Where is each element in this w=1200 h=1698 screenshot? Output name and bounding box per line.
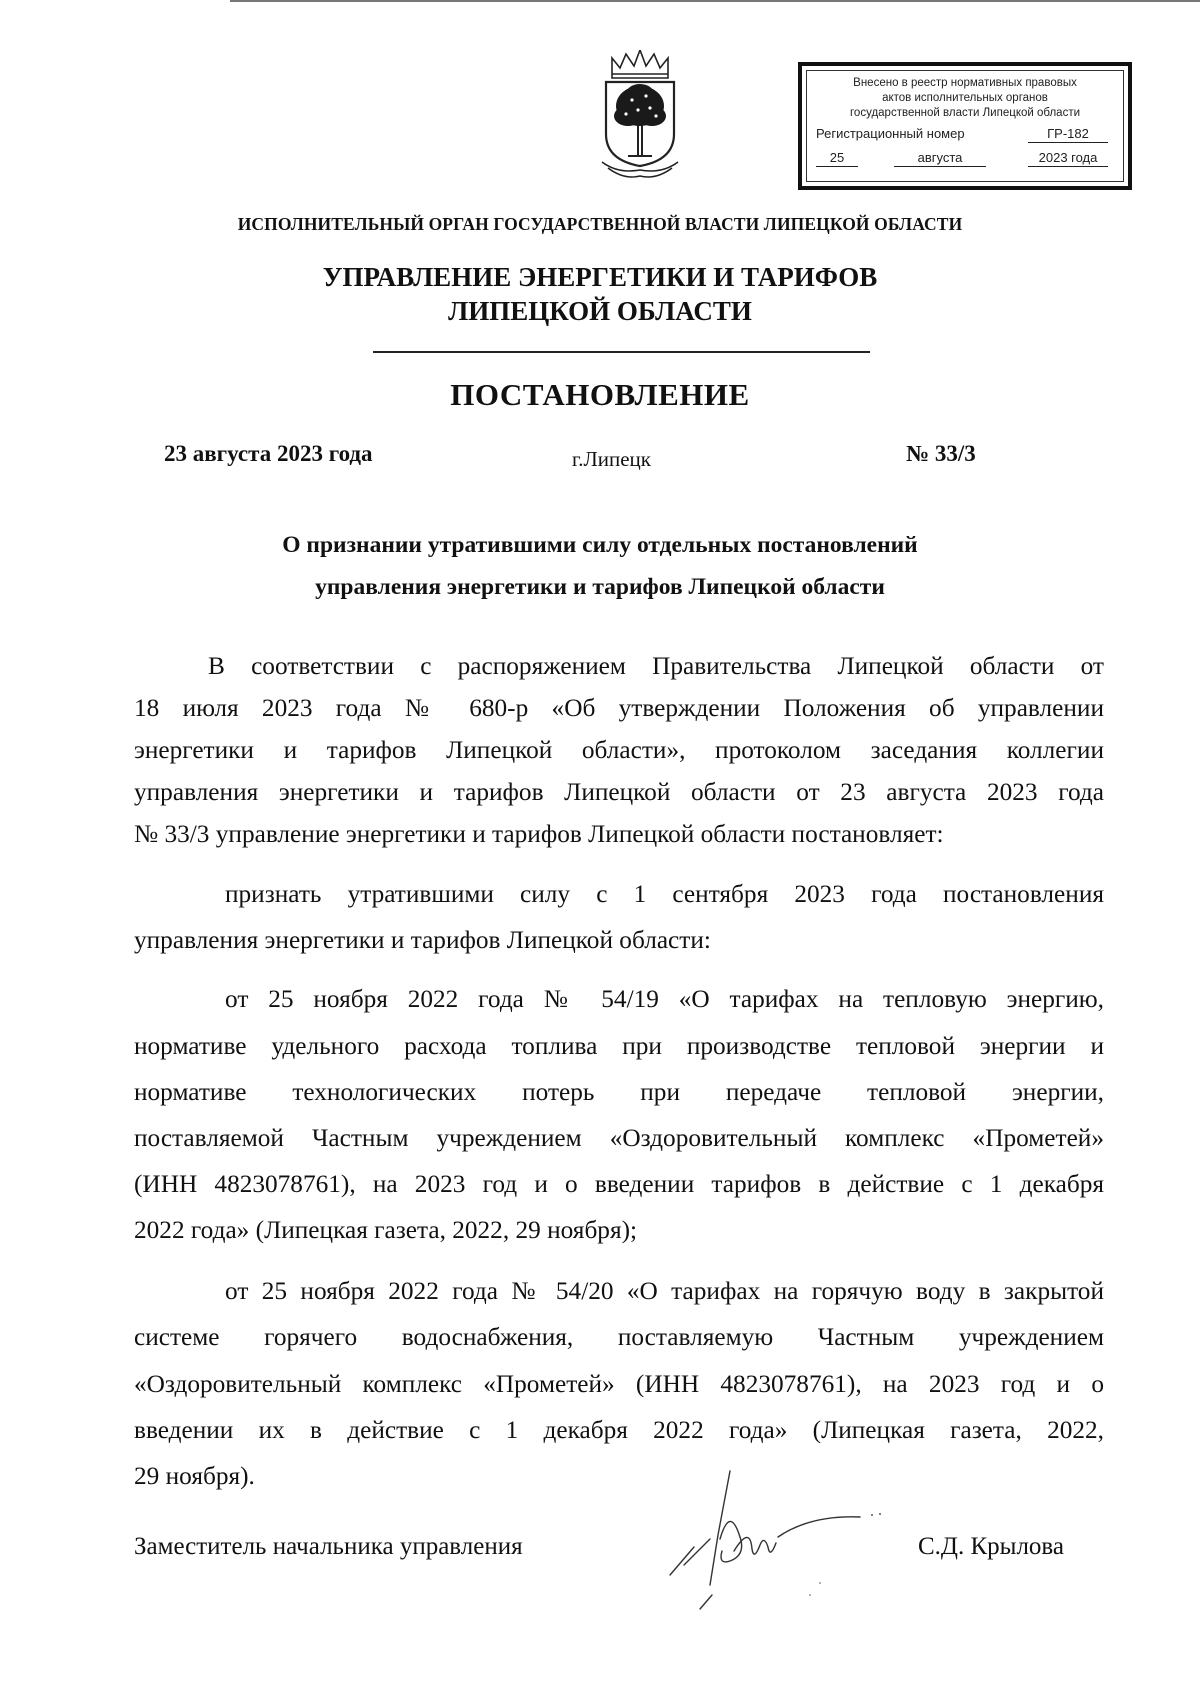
registry-stamp-line: государственной власти Липецкой области <box>849 107 1081 119</box>
registry-day: 25 <box>816 150 858 167</box>
registry-stamp-line: Внесено в реестр нормативных правовых <box>853 77 1077 89</box>
header-divider <box>373 351 870 353</box>
signatory-position: Заместитель начальника управления <box>134 1533 523 1560</box>
body-line: «Оздоровительный комплекс «Прометей» (ИНН 4823078761), на 2023 год и о <box>134 1370 1104 1398</box>
org-name: ИСПОЛНИТЕЛЬНЫЙ ОРГАН ГОСУДАРСТВЕННОЙ ВЛАСТИ ЛИПЕЦКОЙ ОБЛАСТИ <box>237 214 963 234</box>
department-name-line1: УПРАВЛЕНИЕ ЭНЕРГЕТИКИ И ТАРИФОВ <box>322 262 878 292</box>
document-title-line1: О признании утратившими силу отдельных постановлений <box>282 532 918 558</box>
registry-number: ГР-182 <box>1028 126 1108 143</box>
body-line: признать утратившими силу с 1 сентября 2023 года постановления <box>225 880 1104 908</box>
handwritten-signature <box>660 1465 910 1615</box>
department-name-line2: ЛИПЕЦКОЙ ОБЛАСТИ <box>448 296 752 326</box>
body-line: от 25 ноября 2022 года № 54/20 «О тарифах на горячую воду в закрытой <box>225 1277 1104 1305</box>
registry-year: 2023 года <box>1028 150 1108 167</box>
body-line: нормативе удельного расхода топлива при производстве тепловой энергии и <box>134 1032 1104 1060</box>
top-border-line <box>230 0 1200 2</box>
body-line: В соответствии с распоряжением Правительства Липецкой области от <box>208 652 1104 680</box>
registry-number-label: Регистрационный номер <box>816 126 965 141</box>
body-line: нормативе технологических потерь при передаче тепловой энергии, <box>134 1078 1104 1106</box>
body-line: управления энергетики и тарифов Липецкой области от 23 августа 2023 года <box>134 778 1104 806</box>
body-line: 18 июля 2023 года № 680-р «Об утверждении Положения об управлении <box>134 694 1104 722</box>
document-number: № 33/3 <box>906 441 976 466</box>
document-title-line2: управления энергетики и тарифов Липецкой области <box>315 574 885 600</box>
body-line: 2022 года» (Липецкая газета, 2022, 29 ноября); <box>134 1216 638 1244</box>
body-line: 29 ноября). <box>134 1462 255 1490</box>
body-line: энергетики и тарифов Липецкой области», протоколом заседания коллегии <box>134 736 1104 764</box>
coat-of-arms-icon <box>598 50 682 182</box>
body-line: (ИНН 4823078761), на 2023 год и о введении тарифов в действие с 1 декабря <box>134 1170 1104 1198</box>
signatory-name: С.Д. Крылова <box>918 1533 1064 1560</box>
document-date: 23 августа 2023 года <box>164 441 373 466</box>
registry-stamp <box>798 62 1132 190</box>
document-type: ПОСТАНОВЛЕНИЕ <box>450 377 750 412</box>
body-line: системе горячего водоснабжения, поставляемую Частным учреждением <box>134 1323 1104 1351</box>
registry-month: августа <box>894 150 986 167</box>
document-city: г.Липецк <box>572 447 651 471</box>
registry-stamp-line: актов исполнительных органов <box>882 92 1048 104</box>
body-line: введении их в действие с 1 декабря 2022 года» (Липецкая газета, 2022, <box>134 1416 1104 1444</box>
body-line: от 25 ноября 2022 года № 54/19 «О тарифах на тепловую энергию, <box>225 985 1104 1013</box>
body-line: поставляемой Частным учреждением «Оздоровительный комплекс «Прометей» <box>134 1124 1104 1152</box>
body-line: № 33/3 управление энергетики и тарифов Липецкой области постановляет: <box>134 820 944 848</box>
body-line: управления энергетики и тарифов Липецкой области: <box>134 926 711 954</box>
